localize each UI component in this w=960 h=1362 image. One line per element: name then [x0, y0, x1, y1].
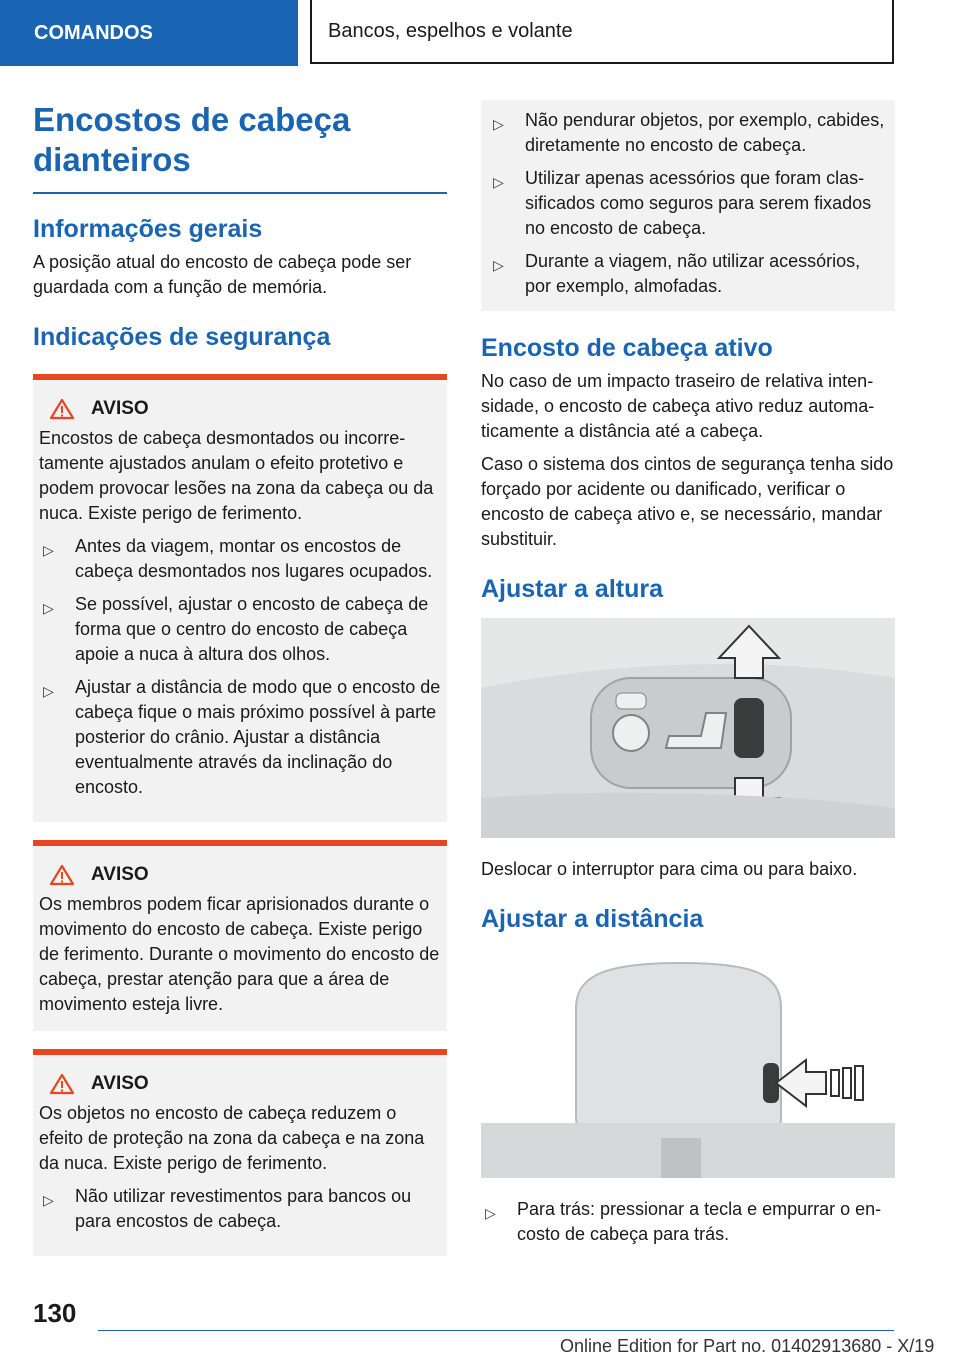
list-item — [489, 108, 887, 158]
warning-title — [49, 398, 441, 420]
list-item-text: Para trás: pressionar a tecla e empurrar o encosto de cabeça para trás. — [517, 1199, 882, 1244]
list-item — [39, 592, 441, 667]
active-text: No caso de um impacto traseiro de relativa intensidade, o encosto de cabeça ativo reduz automaticamente a distância até a cabeça. — [481, 371, 875, 441]
list-item — [39, 675, 441, 800]
bullet-triangle-icon: ▷ — [43, 600, 54, 616]
general-heading: Informações gerais — [33, 215, 263, 243]
left-column — [33, 100, 447, 1274]
footer-divider — [98, 1330, 894, 1331]
title-divider — [33, 192, 447, 194]
height-caption: Deslocar o interruptor para cima ou para baixo. — [481, 859, 858, 879]
warning-label: AVISO — [91, 1073, 149, 1094]
safety-heading: Indicações de segurança — [33, 323, 331, 351]
distance-heading: Ajustar a distância — [481, 905, 704, 933]
warning-label: AVISO — [91, 398, 149, 419]
chapter-title: Bancos, espelhos e volante — [310, 0, 894, 64]
warning-label: AVISO — [91, 864, 149, 885]
warning-continuation — [481, 100, 895, 311]
warning-title — [49, 864, 441, 886]
list-item — [489, 249, 887, 299]
list-item — [39, 534, 441, 584]
warning-list — [39, 534, 441, 800]
list-item-text: Não pendurar objetos, por exemplo, cabides, diretamente no encosto de cabeça. — [525, 110, 885, 155]
general-text: A posição atual do encosto de cabeça pode ser guardada com a função de memória. — [33, 252, 412, 297]
list-item — [481, 1197, 895, 1247]
list-item-text: Se possível, ajustar o encosto de cabeça de forma que o centro do encosto de cabeça apoie a nuca à altura dos olhos. — [75, 594, 429, 664]
footer-edition: Online Edition for Part no. 01402913680 - X/19 — [560, 1336, 935, 1356]
list-item-text: Durante a viagem, não utilizar acessórios, por exemplo, almofadas. — [525, 251, 861, 296]
warning-list — [489, 108, 887, 299]
warning-text: Os objetos no encosto de cabeça reduzem o efeito de proteção na zona da cabeça e na zona da nuca. Existe perigo de ferimento. — [39, 1103, 425, 1173]
list-item-text: Utilizar apenas acessórios que foram classificados como seguros para serem fixados no encosto de cabeça. — [525, 168, 872, 238]
list-item — [39, 1184, 441, 1234]
bullet-triangle-icon: ▷ — [485, 1205, 496, 1221]
bullet-triangle-icon: ▷ — [43, 683, 54, 699]
bullet-triangle-icon: ▷ — [493, 116, 504, 132]
warning-text: Os membros podem ficar aprisionados durante o movimento do encosto de cabeça. Existe perigo de ferimento. Durante o movimento do encosto de cabeça, prestar atenção para que a área de movimento esteja livre. — [39, 894, 440, 1014]
list-item-text: Antes da viagem, montar os encostos de cabeça desmontados nos lugares ocupados. — [75, 536, 433, 581]
warning-box — [33, 1049, 447, 1256]
active-text: Caso o sistema dos cintos de segurança tenha sido forçado por acidente ou danificado, verificar o encosto de cabeça ativo e, se necessário, mandar substituir. — [481, 454, 894, 549]
list-item — [489, 166, 887, 241]
headrest-illustration — [481, 948, 895, 1178]
active-heading: Encosto de cabeça ativo — [481, 334, 773, 362]
height-heading: Ajustar a altura — [481, 575, 664, 603]
list-item-text: Não utilizar revestimentos para bancos ou para encostos de cabeça. — [75, 1186, 412, 1231]
bullet-triangle-icon: ▷ — [43, 542, 54, 558]
bullet-triangle-icon: ▷ — [493, 257, 504, 273]
bullet-triangle-icon: ▷ — [43, 1192, 54, 1208]
right-column — [481, 100, 895, 1255]
list-item-text: Ajustar a distância de modo que o encosto de cabeça fique o mais próximo possível à parte posterior do crânio. Ajustar a distância eventualmente através da inclinação do encosto. — [75, 677, 441, 797]
warning-text: Encostos de cabeça desmontados ou incorretamente ajustados anulam o efeito protetivo e podem provocar lesões na zona da cabeça ou da nuca. Existe perigo de ferimento. — [39, 428, 434, 523]
warning-triangle-icon — [49, 864, 75, 886]
warning-triangle-icon — [49, 1073, 75, 1095]
distance-list — [481, 1197, 895, 1247]
page-number: 130 — [33, 1298, 77, 1328]
bullet-triangle-icon: ▷ — [493, 174, 504, 190]
section-tab: COMANDOS — [0, 0, 298, 66]
seat-switch-illustration — [481, 618, 895, 838]
warning-list — [39, 1184, 441, 1234]
warning-title — [49, 1073, 441, 1095]
warning-triangle-icon — [49, 398, 75, 420]
warning-box — [33, 374, 447, 822]
page-title: Encostos de cabeça dianteiros — [33, 101, 351, 178]
warning-box — [33, 840, 447, 1031]
